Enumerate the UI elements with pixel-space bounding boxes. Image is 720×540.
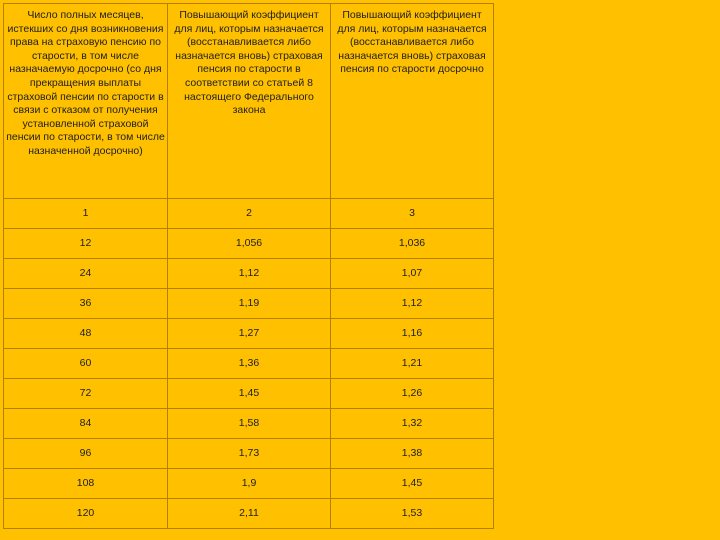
coefficient-early-cell: 1,38 bbox=[331, 439, 494, 469]
coefficient-standard-cell: 1,45 bbox=[168, 379, 331, 409]
months-cell: 72 bbox=[4, 379, 168, 409]
coefficient-standard-cell: 2,11 bbox=[168, 499, 331, 529]
months-cell: 36 bbox=[4, 289, 168, 319]
coefficient-standard-cell: 1,27 bbox=[168, 319, 331, 349]
header-months: Число полных месяцев, истекших со дня возникновения права на страховую пенсию по старости, в том числе назначаемую досрочно (со дня прекращения выплаты страховой пенсии по старости в связи с отказом от получения установленной страховой пенсии по старости, в том числе назначенной досрочно) bbox=[4, 4, 168, 199]
coefficient-early-cell: 1,21 bbox=[331, 349, 494, 379]
months-cell: 24 bbox=[4, 259, 168, 289]
months-cell: 48 bbox=[4, 319, 168, 349]
months-cell: 12 bbox=[4, 229, 168, 259]
months-cell: 120 bbox=[4, 499, 168, 529]
table-row bbox=[4, 499, 494, 529]
coefficient-standard-cell: 1,58 bbox=[168, 409, 331, 439]
coefficient-early-cell: 1,07 bbox=[331, 259, 494, 289]
table-row bbox=[4, 469, 494, 499]
pension-coefficient-table bbox=[3, 3, 494, 529]
table-row bbox=[4, 229, 494, 259]
header-coefficient-standard: Повышающий коэффициент для лиц, которым назначается (восстанавливается либо назначается вновь) страховая пенсия по старости в соответствии со статьей 8 настоящего Федерального закона bbox=[168, 4, 331, 199]
column-number: 1 bbox=[4, 199, 168, 229]
months-cell: 108 bbox=[4, 469, 168, 499]
coefficient-early-cell: 1,16 bbox=[331, 319, 494, 349]
column-number-row bbox=[4, 199, 494, 229]
table-row bbox=[4, 379, 494, 409]
header-coefficient-early: Повышающий коэффициент для лиц, которым назначается (восстанавливается либо назначается вновь) страховая пенсия по старости досрочно bbox=[331, 4, 494, 199]
months-cell: 84 bbox=[4, 409, 168, 439]
coefficient-standard-cell: 1,36 bbox=[168, 349, 331, 379]
column-number: 3 bbox=[331, 199, 494, 229]
coefficient-early-cell: 1,036 bbox=[331, 229, 494, 259]
table-row bbox=[4, 259, 494, 289]
coefficient-standard-cell: 1,056 bbox=[168, 229, 331, 259]
coefficient-standard-cell: 1,12 bbox=[168, 259, 331, 289]
table-row bbox=[4, 409, 494, 439]
months-cell: 60 bbox=[4, 349, 168, 379]
coefficient-standard-cell: 1,9 bbox=[168, 469, 331, 499]
coefficient-early-cell: 1,53 bbox=[331, 499, 494, 529]
table-row bbox=[4, 349, 494, 379]
months-cell: 96 bbox=[4, 439, 168, 469]
coefficient-early-cell: 1,45 bbox=[331, 469, 494, 499]
table-row bbox=[4, 289, 494, 319]
coefficient-standard-cell: 1,73 bbox=[168, 439, 331, 469]
column-number: 2 bbox=[168, 199, 331, 229]
table-row bbox=[4, 319, 494, 349]
table-row bbox=[4, 439, 494, 469]
table-header-row bbox=[4, 4, 494, 199]
coefficient-early-cell: 1,12 bbox=[331, 289, 494, 319]
coefficient-standard-cell: 1,19 bbox=[168, 289, 331, 319]
coefficient-early-cell: 1,32 bbox=[331, 409, 494, 439]
pension-coefficient-table-container bbox=[3, 3, 493, 520]
coefficient-early-cell: 1,26 bbox=[331, 379, 494, 409]
